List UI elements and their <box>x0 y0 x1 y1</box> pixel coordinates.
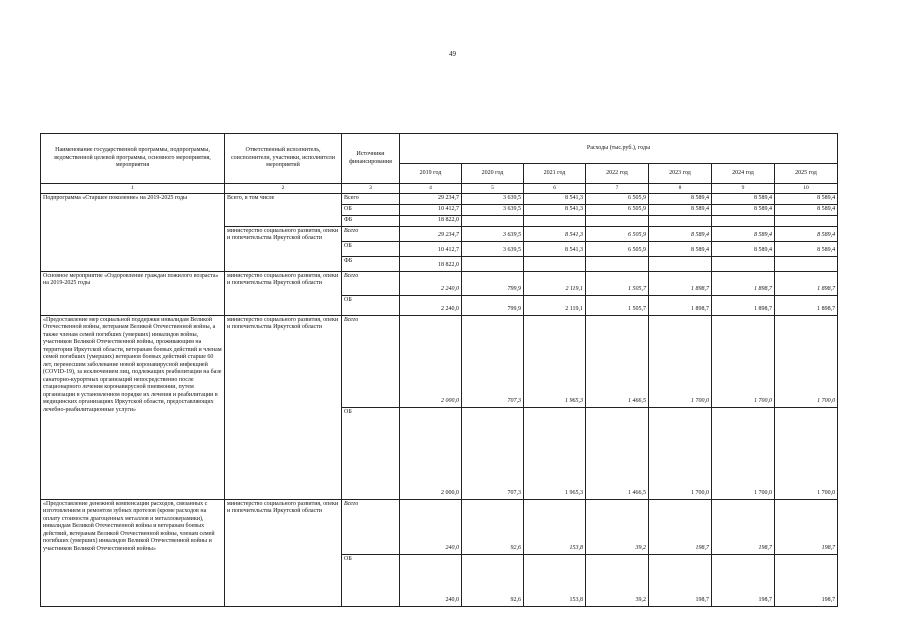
header-year: 2020 год <box>462 164 524 184</box>
table-row <box>41 499 838 554</box>
value-cell: 6 505,9 <box>586 204 649 215</box>
source-label: ОБ <box>342 407 400 499</box>
value-cell: 39,2 <box>586 554 649 606</box>
value-cell <box>586 215 649 226</box>
column-number: 7 <box>586 184 649 194</box>
value-cell: 8 541,3 <box>524 193 586 204</box>
value-cell: 1 700,0 <box>712 315 775 407</box>
value-cell: 1 505,7 <box>586 271 649 295</box>
value-cell: 2 119,1 <box>524 295 586 315</box>
value-cell: 29 234,7 <box>400 226 462 241</box>
value-cell: 92,6 <box>462 554 524 606</box>
page-number: 49 <box>449 50 456 58</box>
value-cell: 8 541,3 <box>524 226 586 241</box>
column-number: 2 <box>225 184 342 194</box>
source-label: Всего <box>342 499 400 554</box>
column-number: 3 <box>342 184 400 194</box>
value-cell: 8 589,4 <box>775 193 838 204</box>
value-cell: 3 639,5 <box>462 226 524 241</box>
value-cell <box>775 256 838 271</box>
value-cell: 3 639,5 <box>462 241 524 256</box>
value-cell: 8 541,3 <box>524 241 586 256</box>
header-expenses: Расходы (тыс.руб.), годы <box>400 134 838 164</box>
header-year: 2022 год <box>586 164 649 184</box>
value-cell: 240,0 <box>400 554 462 606</box>
value-cell: 8 589,4 <box>649 193 712 204</box>
value-cell: 799,9 <box>462 295 524 315</box>
value-cell: 1 700,0 <box>649 315 712 407</box>
value-cell: 1 898,7 <box>712 271 775 295</box>
header-name: Наименование государственной программы, подпрограммы, ведомственной целевой программы, основного мероприятия, мероприятия <box>41 134 225 184</box>
value-cell <box>462 215 524 226</box>
value-cell: 198,7 <box>712 554 775 606</box>
value-cell: 6 505,9 <box>586 193 649 204</box>
value-cell: 3 639,5 <box>462 193 524 204</box>
row-executor: министерство социального развития, опеки и попечительства Иркутской области <box>225 271 342 315</box>
column-number: 8 <box>649 184 712 194</box>
value-cell <box>712 256 775 271</box>
value-cell: 8 541,3 <box>524 204 586 215</box>
row-name: «Предоставление мер социальной поддержки инвалидам Великой Отечественной войны, ветеранам Великой Отечественной войны, а также членам семей погибших (умерших) инвалидов войны, участников Великой Отечественной войны, проживающим на территории Иркутской области, ветеранам боевых действий и членам семей погибших (умерших) ветеранов боевых действий старше 60 лет, перенесшим заболевание новой коронавирусной инфекцией (COVID-19), за исключением лиц, подлежащих реабилитации на базе санаторно-курортных организаций непосредственно после стационарного лечения коронавирусной пневмонии, путем организации в установленном порядке их лечения и реабилитации в медицинских организациях Иркутской области, предоставляющих лечебно-реабилитационные услуги» <box>41 315 225 499</box>
source-label: ФБ <box>342 256 400 271</box>
source-label: ОБ <box>342 554 400 606</box>
value-cell: 1 700,0 <box>649 407 712 499</box>
value-cell: 1 965,3 <box>524 315 586 407</box>
value-cell: 8 589,4 <box>712 241 775 256</box>
value-cell: 1 700,0 <box>775 407 838 499</box>
value-cell <box>462 256 524 271</box>
header-sources: Источники финансирования <box>342 134 400 184</box>
header-year: 2019 год <box>400 164 462 184</box>
value-cell: 10 412,7 <box>400 204 462 215</box>
value-cell: 707,3 <box>462 315 524 407</box>
value-cell: 2 240,0 <box>400 271 462 295</box>
value-cell: 1 898,7 <box>649 271 712 295</box>
value-cell: 2 000,0 <box>400 407 462 499</box>
value-cell <box>649 256 712 271</box>
column-number: 6 <box>524 184 586 194</box>
value-cell: 1 466,5 <box>586 315 649 407</box>
value-cell: 2 119,1 <box>524 271 586 295</box>
value-cell: 1 466,5 <box>586 407 649 499</box>
source-label: Всего <box>342 315 400 407</box>
value-cell: 8 589,4 <box>775 241 838 256</box>
column-number: 10 <box>775 184 838 194</box>
header-year: 2025 год <box>775 164 838 184</box>
value-cell: 39,2 <box>586 499 649 554</box>
value-cell <box>649 215 712 226</box>
source-label: ОБ <box>342 241 400 256</box>
value-cell: 2 000,0 <box>400 315 462 407</box>
column-number: 9 <box>712 184 775 194</box>
row-name: Основное мероприятие «Оздоровление граждан пожилого возраста» на 2019-2025 годы <box>41 271 225 315</box>
table-row <box>41 315 838 407</box>
column-number: 4 <box>400 184 462 194</box>
value-cell: 1 700,0 <box>712 407 775 499</box>
value-cell: 6 505,9 <box>586 241 649 256</box>
source-label: ОБ <box>342 204 400 215</box>
header-year: 2024 год <box>712 164 775 184</box>
source-label: ОБ <box>342 295 400 315</box>
value-cell: 198,7 <box>649 499 712 554</box>
source-label: ФБ <box>342 215 400 226</box>
column-number: 1 <box>41 184 225 194</box>
source-label: Всего <box>342 226 400 241</box>
value-cell: 198,7 <box>775 499 838 554</box>
value-cell: 8 589,4 <box>775 226 838 241</box>
value-cell: 240,0 <box>400 499 462 554</box>
value-cell: 8 589,4 <box>649 226 712 241</box>
value-cell: 8 589,4 <box>712 226 775 241</box>
value-cell: 8 589,4 <box>649 204 712 215</box>
source-label: Всего <box>342 193 400 204</box>
value-cell <box>712 215 775 226</box>
row-name: «Предоставление денежной компенсации расходов, связанных с изготовлением и ремонтом зубных протезов (кроме расходов на оплату стоимости драгоценных металлов и металлокерамики), инвалидам Великой Отечественной войны и ветеранам боевых действий, ветеранам Великой Отечественной войны, членам семей погибших (умерших) инвалидов Великой Отечественной войны и участников Великой Отечественной войны» <box>41 499 225 606</box>
header-year: 2021 год <box>524 164 586 184</box>
value-cell: 198,7 <box>649 554 712 606</box>
table-row <box>41 193 838 204</box>
value-cell: 1 505,7 <box>586 295 649 315</box>
value-cell: 707,3 <box>462 407 524 499</box>
value-cell <box>775 215 838 226</box>
row-executor: министерство социального развития, опеки и попечительства Иркутской области <box>225 226 342 271</box>
value-cell: 8 589,4 <box>649 241 712 256</box>
value-cell: 8 589,4 <box>775 204 838 215</box>
value-cell: 153,8 <box>524 554 586 606</box>
table-row <box>41 271 838 295</box>
row-executor: министерство социального развития, опеки и попечительства Иркутской области <box>225 315 342 499</box>
value-cell: 8 589,4 <box>712 193 775 204</box>
value-cell: 18 822,0 <box>400 215 462 226</box>
value-cell: 8 589,4 <box>712 204 775 215</box>
value-cell: 92,6 <box>462 499 524 554</box>
row-name: Подпрограмма «Старшее поколение» на 2019-2025 годы <box>41 193 225 271</box>
value-cell: 1 965,3 <box>524 407 586 499</box>
value-cell: 3 639,5 <box>462 204 524 215</box>
row-executor: министерство социального развития, опеки и попечительства Иркутской области <box>225 499 342 606</box>
value-cell <box>524 215 586 226</box>
source-label: Всего <box>342 271 400 295</box>
value-cell: 2 240,0 <box>400 295 462 315</box>
value-cell: 1 898,7 <box>649 295 712 315</box>
row-executor: Всего, в том числе <box>225 193 342 226</box>
budget-table <box>40 133 838 607</box>
header-year: 2023 год <box>649 164 712 184</box>
value-cell <box>524 256 586 271</box>
value-cell: 1 898,7 <box>775 271 838 295</box>
value-cell: 29 234,7 <box>400 193 462 204</box>
value-cell <box>586 256 649 271</box>
value-cell: 1 898,7 <box>775 295 838 315</box>
value-cell: 10 412,7 <box>400 241 462 256</box>
value-cell: 799,9 <box>462 271 524 295</box>
value-cell: 198,7 <box>712 499 775 554</box>
value-cell: 198,7 <box>775 554 838 606</box>
value-cell: 1 700,0 <box>775 315 838 407</box>
column-number: 5 <box>462 184 524 194</box>
header-executor: Ответственный исполнитель, соисполнители, участники, исполнители мероприятий <box>225 134 342 184</box>
value-cell: 153,8 <box>524 499 586 554</box>
value-cell: 18 822,0 <box>400 256 462 271</box>
value-cell: 6 505,9 <box>586 226 649 241</box>
value-cell: 1 898,7 <box>712 295 775 315</box>
